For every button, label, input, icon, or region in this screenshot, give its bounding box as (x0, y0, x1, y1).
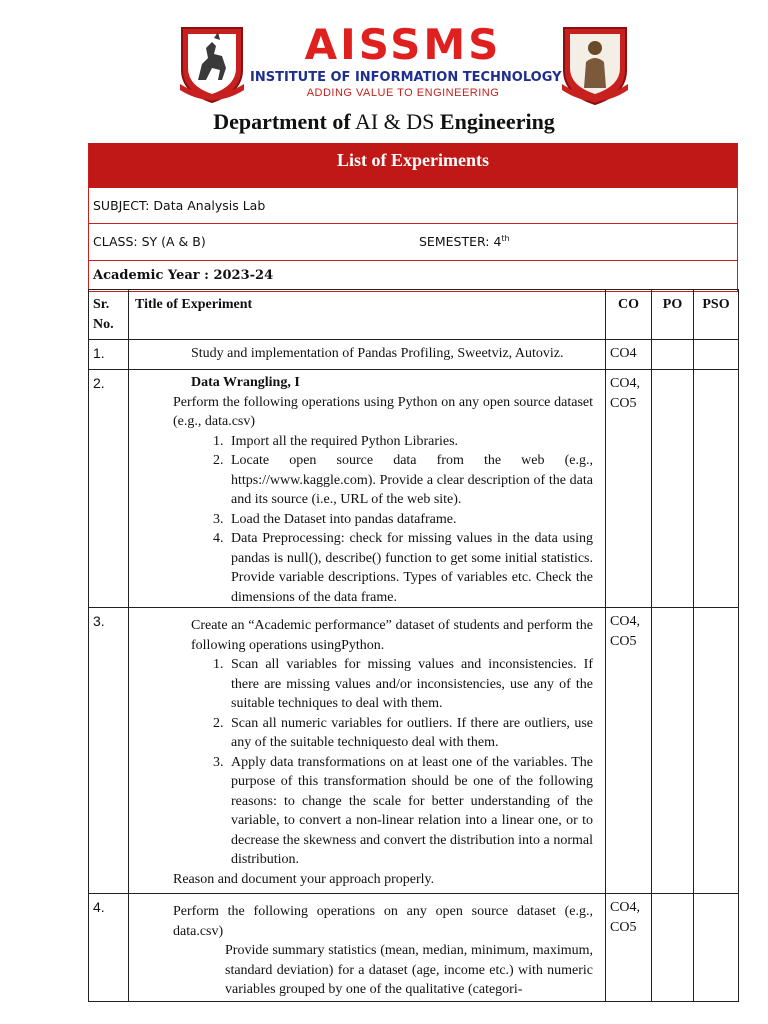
row-co: CO4, CO5 (606, 370, 652, 608)
experiment-intro: Create an “Academic performance” dataset of students and perform the following operations usingPython. (191, 618, 593, 653)
shivaji-horse-emblem-icon (176, 24, 248, 104)
row-po (652, 340, 694, 370)
table-header-row (89, 290, 739, 340)
list-item: 4. Data Preprocessing: check for missing values in the data using pandas is null(), describe() function to get some initial statistics. Provide variable descriptions. Types of variables etc. Check the dimensions of the data frame. (227, 529, 593, 607)
list-item: 1. Scan all variables for missing values and inconsistencies. If there are missing values and/or inconsistencies, use any of the suitable techniques to deal with them. (227, 655, 593, 714)
class-label: CLASS: SY (A & B) (93, 234, 206, 249)
table-row (89, 340, 739, 370)
department-title (0, 108, 768, 136)
list-title: List of Experiments (89, 143, 737, 188)
row-sr: 1. (89, 340, 129, 370)
row-po (652, 608, 694, 894)
steps-list (173, 432, 593, 608)
department-prefix: Department of (213, 109, 351, 134)
department-name: AI & DS (354, 109, 435, 134)
row-title (129, 370, 606, 608)
brand-name: AISSMS (304, 20, 502, 69)
col-co: CO (606, 290, 652, 340)
col-sr: Sr. No. (89, 290, 129, 340)
row-co: CO4 (606, 340, 652, 370)
tagline: ADDING VALUE TO ENGINEERING (306, 87, 500, 99)
table-row (89, 894, 739, 1002)
row-pso (694, 340, 739, 370)
subject-row (89, 188, 737, 224)
row-co: CO4, CO5 (606, 894, 652, 1002)
course-info-box (88, 143, 738, 292)
row-po (652, 370, 694, 608)
experiment-outro: Reason and document your approach properly. (173, 871, 435, 887)
row-title: Study and implementation of Pandas Profiling, Sweetviz, Autoviz. (129, 340, 606, 370)
row-sr: 4. (89, 894, 129, 1002)
experiment-intro: Perform the following operations on any open source dataset (e.g., data.csv) (173, 904, 593, 939)
steps-list (173, 655, 593, 870)
table-row (89, 608, 739, 894)
institute-name: INSTITUTE OF INFORMATION TECHNOLOGY (250, 70, 562, 85)
academic-year: Academic Year : 2023-24 (93, 268, 274, 283)
row-sr: 3. (89, 608, 129, 894)
department-suffix: Engineering (439, 109, 555, 134)
list-item: 2. Scan all numeric variables for outliers. If there are outliers, use any of the suitable techniquesto deal with them. (227, 714, 593, 753)
class-row (89, 224, 737, 261)
row-pso (694, 608, 739, 894)
list-item: 1. Import all the required Python Libraries. (227, 432, 593, 452)
list-item: 3. Apply data transformations on at least one of the variables. The purpose of this transformation should be one of the following reasons: to change the scale for better understanding of the variable, to convert a non-linear relation into a linear one, or to decrease the skewness and convert the distribution into a normal distribution. (227, 753, 593, 870)
subject-label: SUBJECT: Data Analysis Lab (93, 198, 266, 213)
academic-year-row (89, 261, 737, 292)
experiment-intro: Perform the following operations using Python on any open source dataset (e.g., data.csv) (173, 394, 593, 429)
header (0, 0, 768, 108)
row-pso (694, 894, 739, 1002)
semester-sup: th (501, 234, 510, 243)
list-item: 2. Locate open source data from the web (e.g., https://www.kaggle.com). Provide a clear description of the data and its source (i.e., URL of the web site). (227, 451, 593, 510)
experiment-heading: Data Wrangling, I (191, 375, 300, 390)
brand-block (250, 20, 562, 100)
col-po: PO (652, 290, 694, 340)
semester-label (419, 234, 510, 249)
row-title (129, 894, 606, 1002)
experiment-detail: Provide summary statistics (mean, median, minimum, maximum, standard deviation) for a dataset (age, income etc.) with numeric variables grouped by one of the qualitative (categori- (225, 943, 593, 997)
col-title: Title of Experiment (129, 290, 606, 340)
experiments-table (88, 289, 739, 1002)
row-pso (694, 370, 739, 608)
row-po (652, 894, 694, 1002)
list-item: 3. Load the Dataset into pandas dataframe. (227, 510, 593, 530)
row-sr: 2. (89, 370, 129, 608)
table-row (89, 370, 739, 608)
semester-text: SEMESTER: 4 (419, 234, 502, 250)
row-co: CO4, CO5 (606, 608, 652, 894)
row-title (129, 608, 606, 894)
founder-seal-icon (558, 22, 632, 106)
col-pso: PSO (694, 290, 739, 340)
